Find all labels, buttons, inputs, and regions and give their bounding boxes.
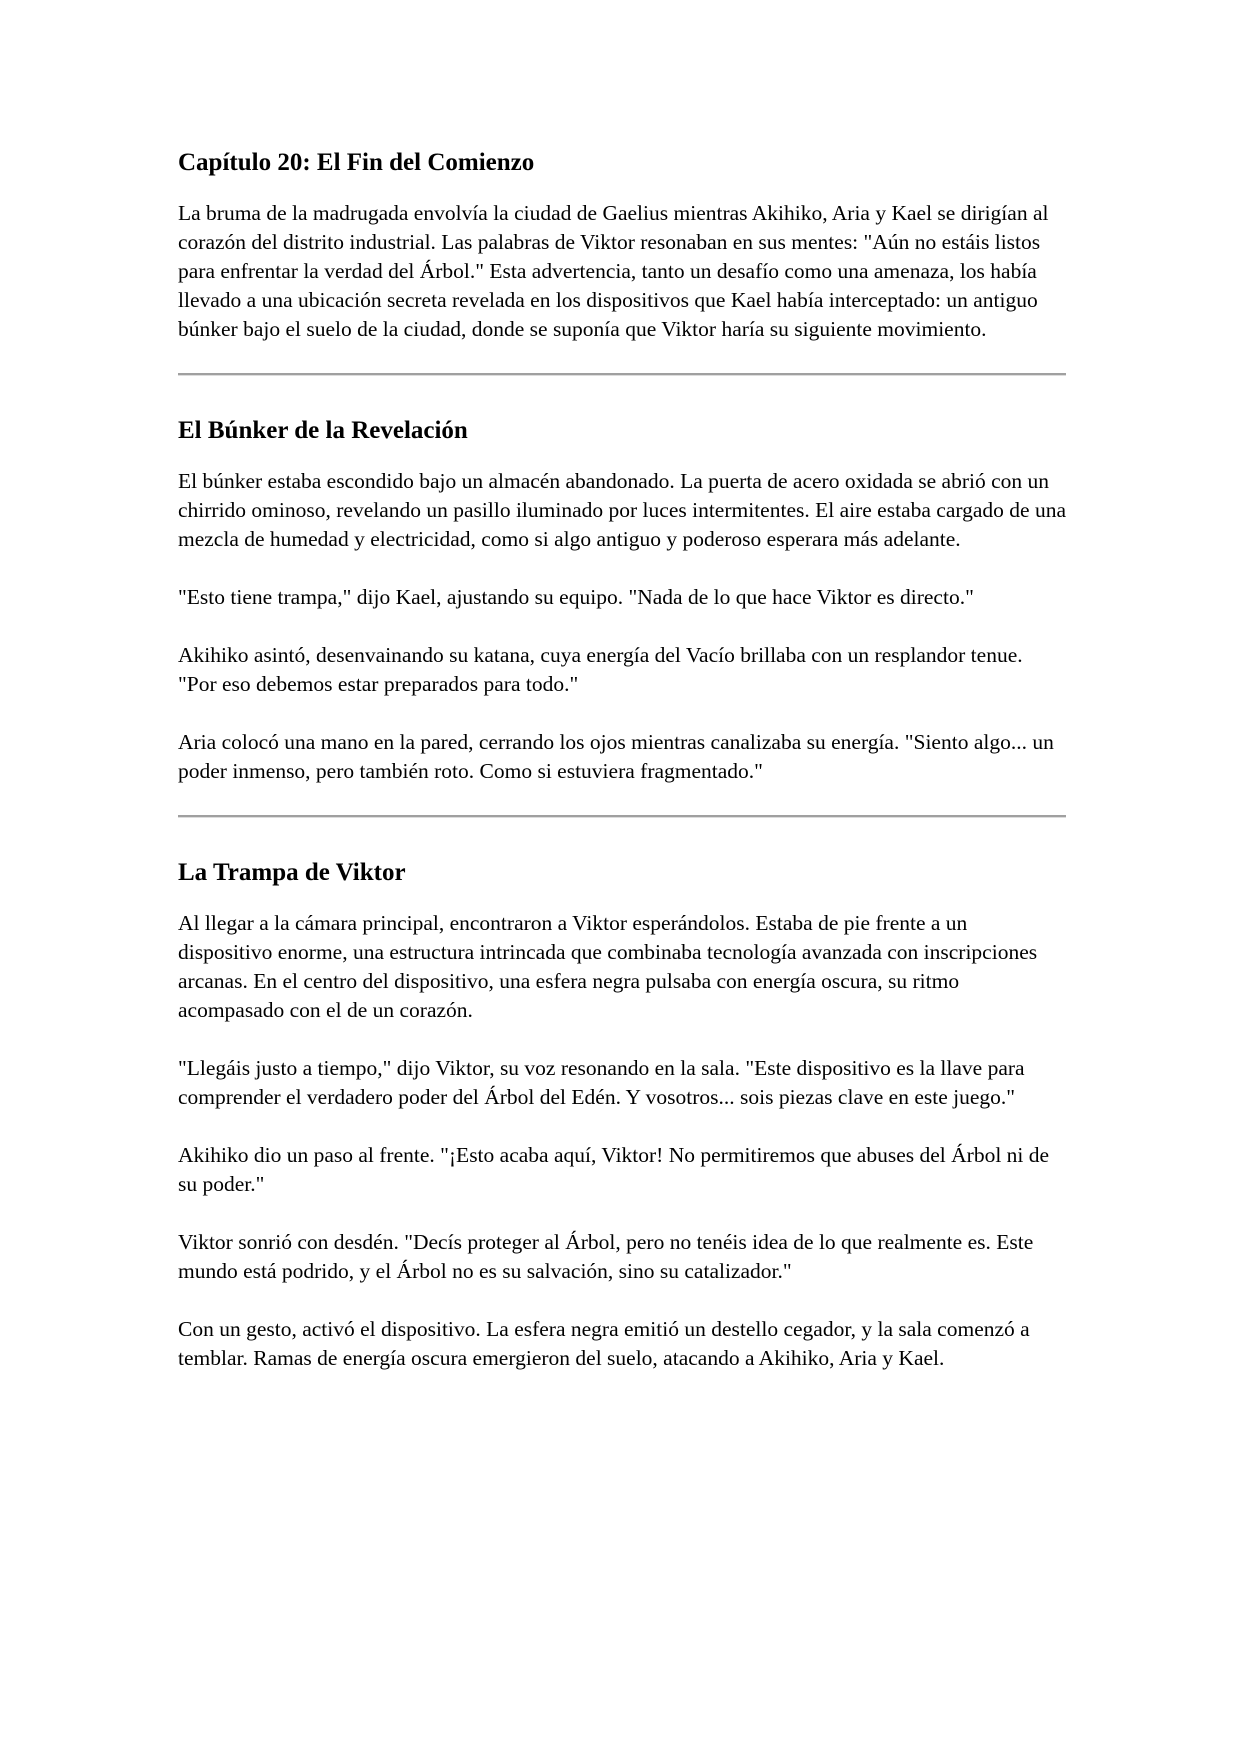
section-trap	[178, 858, 1066, 1373]
chapter-title: Capítulo 20: El Fin del Comienzo	[178, 149, 535, 176]
paragraph: El búnker estaba escondido bajo un almacén abandonado. La puerta de acero oxidada se abrió con un chirrido ominoso, revelando un pasillo iluminado por luces intermitentes. El aire estaba cargado de una mezcla de humedad y electricidad, como si algo antiguo y poderoso esperara más adelante.	[178, 469, 1067, 551]
section-chapter-intro	[178, 148, 1066, 344]
paragraph: Akihiko asintó, desenvainando su katana, cuya energía del Vacío brillaba con un resplandor tenue. "Por eso debemos estar preparados para todo."	[178, 643, 1023, 696]
document-page	[178, 148, 1066, 1402]
section-heading: El Búnker de la Revelación	[178, 417, 468, 444]
paragraph: Aria colocó una mano en la pared, cerrando los ojos mientras canalizaba su energía. "Siento algo... un poder inmenso, pero también roto. Como si estuviera fragmentado."	[178, 730, 1054, 783]
section-bunker	[178, 416, 1066, 786]
section-divider	[178, 815, 1066, 818]
section-divider	[178, 373, 1066, 376]
paragraph: "Esto tiene trampa," dijo Kael, ajustando su equipo. "Nada de lo que hace Viktor es directo."	[178, 585, 974, 609]
paragraph: Akihiko dio un paso al frente. "¡Esto acaba aquí, Viktor! No permitiremos que abuses del Árbol ni de su poder."	[178, 1143, 1050, 1196]
paragraph: Con un gesto, activó el dispositivo. La esfera negra emitió un destello cegador, y la sala comenzó a temblar. Ramas de energía oscura emergieron del suelo, atacando a Akihiko, Aria y Kael.	[178, 1317, 1030, 1370]
paragraph: Al llegar a la cámara principal, encontraron a Viktor esperándolos. Estaba de pie frente a un dispositivo enorme, una estructura intrincada que combinaba tecnología avanzada con inscripciones arcanas. En el centro del dispositivo, una esfera negra pulsaba con energía oscura, su ritmo acompasado con el de un corazón.	[178, 911, 1038, 1022]
section-heading: La Trampa de Viktor	[178, 859, 406, 886]
paragraph: "Llegáis justo a tiempo," dijo Viktor, su voz resonando en la sala. "Este dispositivo es la llave para comprender el verdadero poder del Árbol del Edén. Y vosotros... sois piezas clave en este juego."	[178, 1056, 1025, 1109]
paragraph: Viktor sonrió con desdén. "Decís proteger al Árbol, pero no tenéis idea de lo que realmente es. Este mundo está podrido, y el Árbol no es su salvación, sino su catalizador."	[178, 1230, 1034, 1283]
paragraph: La bruma de la madrugada envolvía la ciudad de Gaelius mientras Akihiko, Aria y Kael se dirigían al corazón del distrito industrial. Las palabras de Viktor resonaban en sus mentes: "Aún no estáis listos para enfrentar la verdad del Árbol." Esta advertencia, tanto un desafío como una amenaza, los había llevado a una ubicación secreta revelada en los dispositivos que Kael había interceptado: un antiguo búnker bajo el suelo de la ciudad, donde se suponía que Viktor haría su siguiente movimiento.	[178, 201, 1049, 341]
